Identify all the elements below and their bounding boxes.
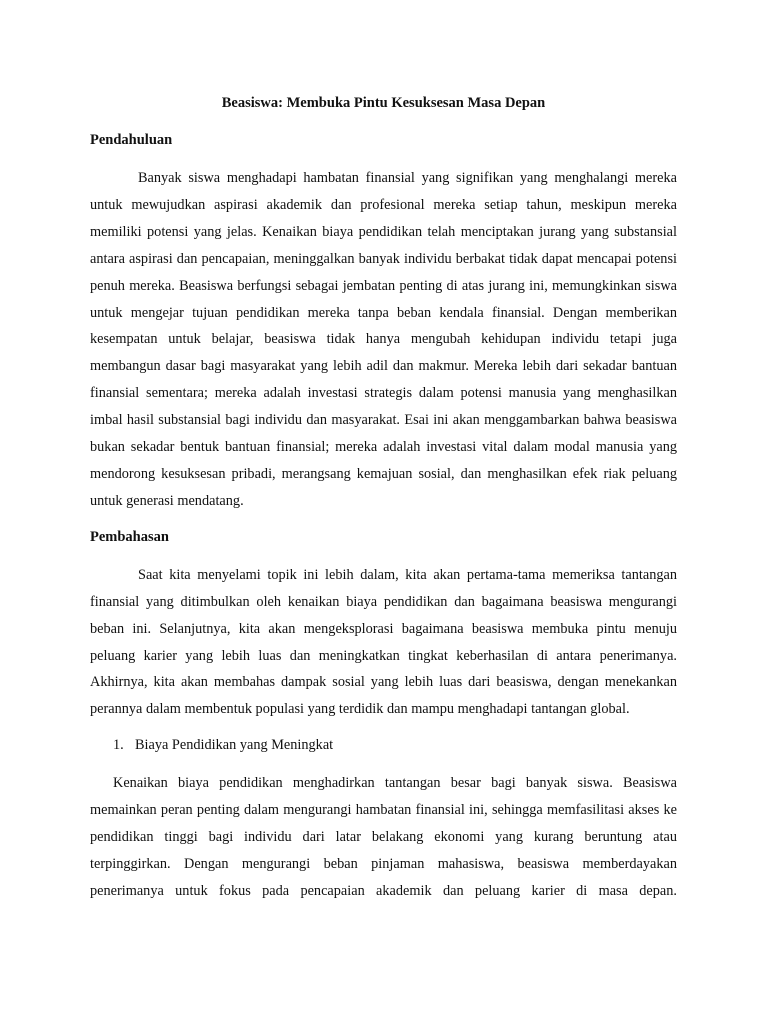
section-heading-pendahuluan: Pendahuluan	[90, 132, 173, 148]
list-item-number: 1.	[113, 737, 124, 754]
list-item-text: Biaya Pendidikan yang Meningkat	[135, 737, 334, 754]
numbered-list-item	[90, 733, 677, 757]
document-body	[90, 91, 677, 905]
document-title: Beasiswa: Membuka Pintu Kesuksesan Masa Depan	[221, 95, 546, 111]
paragraph-pendahuluan: Banyak siswa menghadapi hambatan finansial yang signifikan yang menghalangi mereka untuk mewujudkan aspirasi akademik dan profesional mereka setiap tahun, meskipun mereka memiliki potensi yang jelas. Kenaikan biaya pendidikan telah menciptakan jurang yang substansial antara aspirasi dan pencapaian, meninggalkan banyak individu berbakat tidak dapat mencapai potensi penuh mereka. Beasiswa berfungsi sebagai jembatan penting di atas jurang ini, memungkinkan siswa untuk mengejar tujuan pendidikan mereka tanpa beban kendala finansial. Dengan memberikan kesempatan untuk belajar, beasiswa tidak hanya mengubah kehidupan individu tetapi juga membangun dasar bagi masyarakat yang lebih adil dan makmur. Mereka lebih dari sekadar bantuan finansial sementara; mereka adalah investasi strategis dalam potensi manusia yang menghasilkan imbal hasil substansial bagi individu dan masyarakat. Esai ini akan menggambarkan bahwa beasiswa bukan sekadar bentuk bantuan finansial; mereka adalah investasi vital dalam modal manusia yang mendorong kesuksesan pribadi, merangsang kemajuan sosial, dan menghasilkan efek riak peluang untuk generasi mendatang.	[90, 170, 677, 509]
paragraph-biaya-pendidikan: Kenaikan biaya pendidikan menghadirkan tantangan besar bagi banyak siswa. Beasiswa memainkan peran penting dalam mengurangi hambatan finansial ini, sehingga memfasilitasi akses ke pendidikan tinggi bagi individu dari latar belakang ekonomi yang kurang beruntung atau terpinggirkan. Dengan mengurangi beban pinjaman mahasiswa, beasiswa memberdayakan penerimanya untuk fokus pada pencapaian akademik dan peluang karier di masa depan.	[90, 775, 677, 899]
section-heading-pembahasan: Pembahasan	[90, 528, 169, 545]
paragraph-pembahasan: Saat kita menyelami topik ini lebih dalam, kita akan pertama-tama memeriksa tantangan finansial yang ditimbulkan oleh kenaikan biaya pendidikan dan bagaimana beasiswa mengurangi beban ini. Selanjutnya, kita akan mengeksplorasi bagaimana beasiswa membuka pintu menuju peluang karier yang lebih luas dan meningkatkan tingkat keberhasilan di antara penerimanya. Akhirnya, kita akan membahas dampak sosial yang lebih luas dari beasiswa, dengan menekankan perannya dalam membentuk populasi yang terdidik dan mampu menghadapi tantangan global.	[90, 566, 677, 718]
